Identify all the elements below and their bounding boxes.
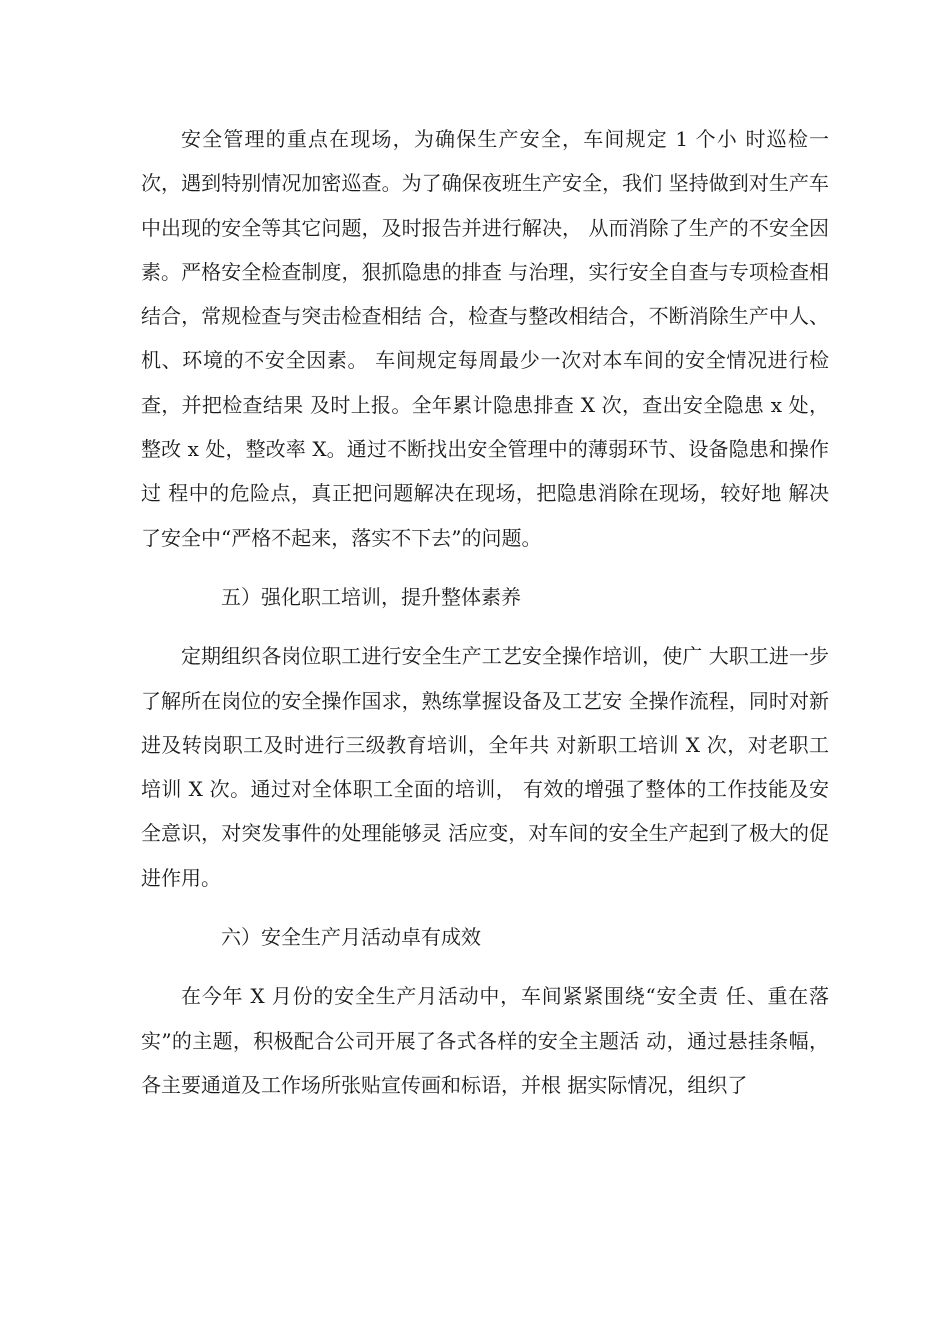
paragraph-site-safety: 安全管理的重点在现场，为确保生产安全，车间规定 1 个小 时巡检一次，遇到特别情况加密巡查。为了确保夜班生产安全，我们 坚持做到对生产车中出现的安全等其它问题，及时报告并进行解决， 从而消除了生产的不安全因素。严格安全检查制度，狠抓隐患的排查 与治理，实行安全自查与专项检查相结合，常规检查与突击检查相结 合，检查与整改相结合，不断消除生产中人、机、环境的不安全因素。 车间规定每周最少一次对本车间的安全情况进行检查，并把检查结果 及时上报。全年累计隐患排查 X 次，查出安全隐患 x 处，整改 x 处，整改率 X。通过不断找出安全管理中的薄弱环节、设备隐患和操作过 程中的危险点，真正把问题解决在现场，把隐患消除在现场，较好地 解决了安全中“严格不起来，落实不下去”的问题。 (141, 127, 829, 550)
document-body (141, 117, 829, 1107)
section-heading-training: 五）强化职工培训，提升整体素养 (221, 584, 521, 609)
paragraph-safety-month: 在今年 X 月份的安全生产月活动中，车间紧紧围绕“安全责 任、重在落实”的主题，积极配合公司开展了各式各样的安全主题活 动，通过悬挂条幅，各主要通道及工作场所张贴宣传画和标语，并根 据实际情况，组织了 (141, 984, 829, 1097)
section-heading-safety-month: 六）安全生产月活动卓有成效 (221, 925, 481, 950)
paragraph-training: 定期组织各岗位职工进行安全生产工艺安全操作培训，使广 大职工进一步了解所在岗位的安全操作国求，熟练掌握设备及工艺安 全操作流程，同时对新进及转岗职工及时进行三级教育培训，全年共 对新职工培训 X 次，对老职工培训 X 次。通过对全体职工全面的培训， 有效的增强了整体的工作技能及安全意识，对突发事件的处理能够灵 活应变，对车间的安全生产起到了极大的促进作用。 (141, 644, 829, 890)
